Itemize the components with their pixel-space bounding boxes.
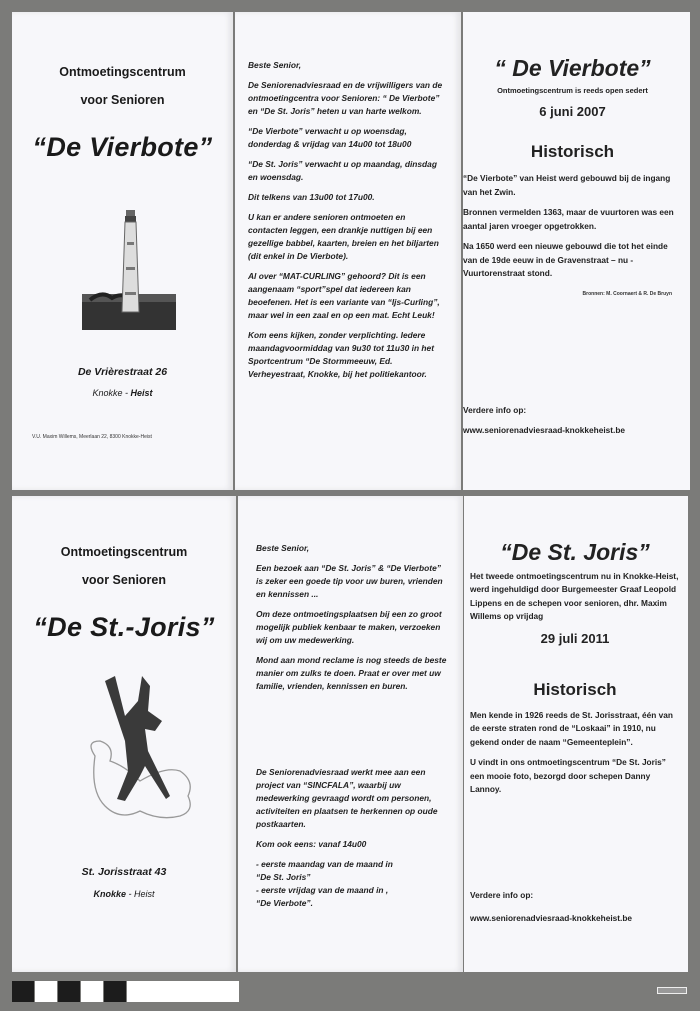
st-joris-dragon-illustration [70,671,205,831]
cover-town [12,388,233,398]
letter-para: Kom ook eens: vanaf 14u00 [256,839,367,849]
letter-para: Beste Senior, [248,60,302,70]
history-heading: Historisch [530,141,615,161]
calibration-block-black [12,981,34,1002]
cover-address: St. Jorisstraat 43 [81,866,167,878]
history-para: Bronnen vermelden 1363, maar de vuurtoren was een aantal jaren vroeger opgetrokken. [463,207,674,231]
lighthouse-photo [82,202,176,330]
cover-subtitle-1: Ontmoetingscentrum [60,545,188,559]
schedule-line: “De Vierbote”. [256,898,313,908]
website-link[interactable]: www.seniorenadviesraad-knokkeheist.be [470,913,633,923]
sources-note: Bronnen: M. Coornaert & R. De Bruyn [582,290,672,297]
history-para: Na 1650 werd een nieuwe gebouwd die tot het einde van de 19de eeuw in de Gravenstraat – nu - Vuurtorenstraat stond. [463,241,668,278]
letter-para: Al over “MAT-CURLING” gehoord? Dit is een aangenaam “sport”spel dat iedereen kan beoefenen. Het is een variante van “Ijs-Curling”, maar wel in een zaal en op een mat. Echt Leuk! [248,271,440,320]
history-heading: Historisch [533,680,617,699]
calibration-block-white [81,981,103,1002]
letter-para: Dit telkens van 13u00 tot 17u00. [248,192,375,202]
letter-para: Kom eens kijken, zonder verplichting. Iedere maandagvoormiddag van 9u30 tot 11u30 in het Sportcentrum “De Stormmeeuw, Ed. Verheyestraat, Knokke, bij het politiekantoor. [248,330,434,379]
cover-subtitle-2: voor Senioren [81,573,167,587]
letter-para: Mond aan mond reclame is nog steeds de beste manier om zulks te doen. Praat er over met uw familie, vrienden, kennissen en buren. [256,655,447,691]
calibration-block-white [35,981,57,1002]
info-label: Verdere info op: [470,890,534,900]
history-para: Men kende in 1926 reeds de St. Jorisstraat, één van de eerste straten rond de “Loskaai” in 1910, nu gekend onder de naam “Gemeenteplein”. [470,709,673,747]
calibration-block-black [104,981,126,1002]
info-title: “De St. Joris” [500,539,650,565]
open-date: 6 juni 2007 [539,104,606,119]
letter-para: Om deze ontmoetingsplaatsen bij een zo groot mogelijk publiek kenbaar te maken, verzoeken wij om uw medewerking. [256,609,442,645]
town-sep: - [126,889,134,899]
open-since-text: Ontmoetingscentrum is reeds open sedert [497,85,648,95]
calibration-block-white-wide [127,981,239,1002]
cover-subtitle-2: voor Senioren [80,93,165,107]
town-knokke: Knokke [93,889,126,899]
publisher-note: V.U. Maxim Willems, Meerlaan 22, 8300 Knokke-Heist [32,434,152,440]
town-heist: Heist [130,388,153,398]
letter-para: “De St. Joris” verwacht u op maandag, dinsdag en woensdag. [248,159,437,182]
town-knokke: Knokke [92,388,123,398]
history-para: U vindt in ons ontmoetingscentrum “De St. Joris” een mooie foto, bezorgd door schepen Danny Lannoy. [470,757,666,794]
intro-para: Het tweede ontmoetingscentrum nu in Knokke-Heist, werd ingehuldigd door Burgemeester Graaf Leopold Lippens en de schepen voor senioren, dhr. Maxim Willems op vrijdag [470,570,679,621]
top-letter-panel [235,12,461,490]
letter-para: De Seniorenadviesraad werkt mee aan een project van “SINCFALA”, waarbij uw medewerking gevraagd wordt om personen, activiteiten en plaatsen te herkennen op oude postkaarten. [256,767,438,829]
cover-town [12,889,236,899]
letter-para: “De Vierbote” verwacht u op woensdag, donderdag & vrijdag van 14u00 tot 18u00 [248,126,412,149]
scale-marker [657,987,687,994]
town-heist: Heist [134,889,155,899]
schedule-line: - eerste vrijdag van de maand in , [256,885,389,895]
cover-title: “De St.-Joris” [33,612,215,642]
schedule-line: - eerste maandag van de maand in [256,859,393,869]
cover-title: “De Vierbote” [32,132,213,162]
town-sep: - [122,388,131,398]
top-cover-panel [12,12,233,490]
letter-para: Een bezoek aan “De St. Joris” & “De Vierbote” is zeker een goede tip voor uw buren, vrienden en kennissen ... [256,563,443,599]
bottom-info-panel [464,496,688,972]
schedule-line: “De St. Joris” [256,872,311,882]
letter-para: Beste Senior, [256,543,310,553]
history-para: “De Vierbote” van Heist werd gebouwd bij de ingang van het Zwin. [463,173,671,197]
website-link[interactable]: www.seniorenadviesraad-knokkeheist.be [463,425,626,435]
cover-address: De Vrièrestraat 26 [77,366,168,378]
top-info-panel [463,12,690,490]
info-title: “ De Vierbote” [494,55,651,81]
cover-subtitle-1: Ontmoetingscentrum [59,65,186,79]
inauguration-date: 29 juli 2011 [540,630,610,646]
info-label: Verdere info op: [463,405,527,415]
letter-para: De Seniorenadviesraad en de vrijwilligers van de ontmoetingcentra voor Senioren: “ De Vierbote” en “De St. Joris” heten u van harte welkom. [248,80,443,116]
letter-para: U kan er andere senioren ontmoeten en contacten leggen, een drankje nuttigen bij een gezellige babbel, kaarten, breien en het biljarten (dit enkel in De Vierbote). [248,212,439,261]
calibration-block-black [58,981,80,1002]
bottom-letter-panel [238,496,463,972]
bottom-cover-panel [12,496,236,972]
